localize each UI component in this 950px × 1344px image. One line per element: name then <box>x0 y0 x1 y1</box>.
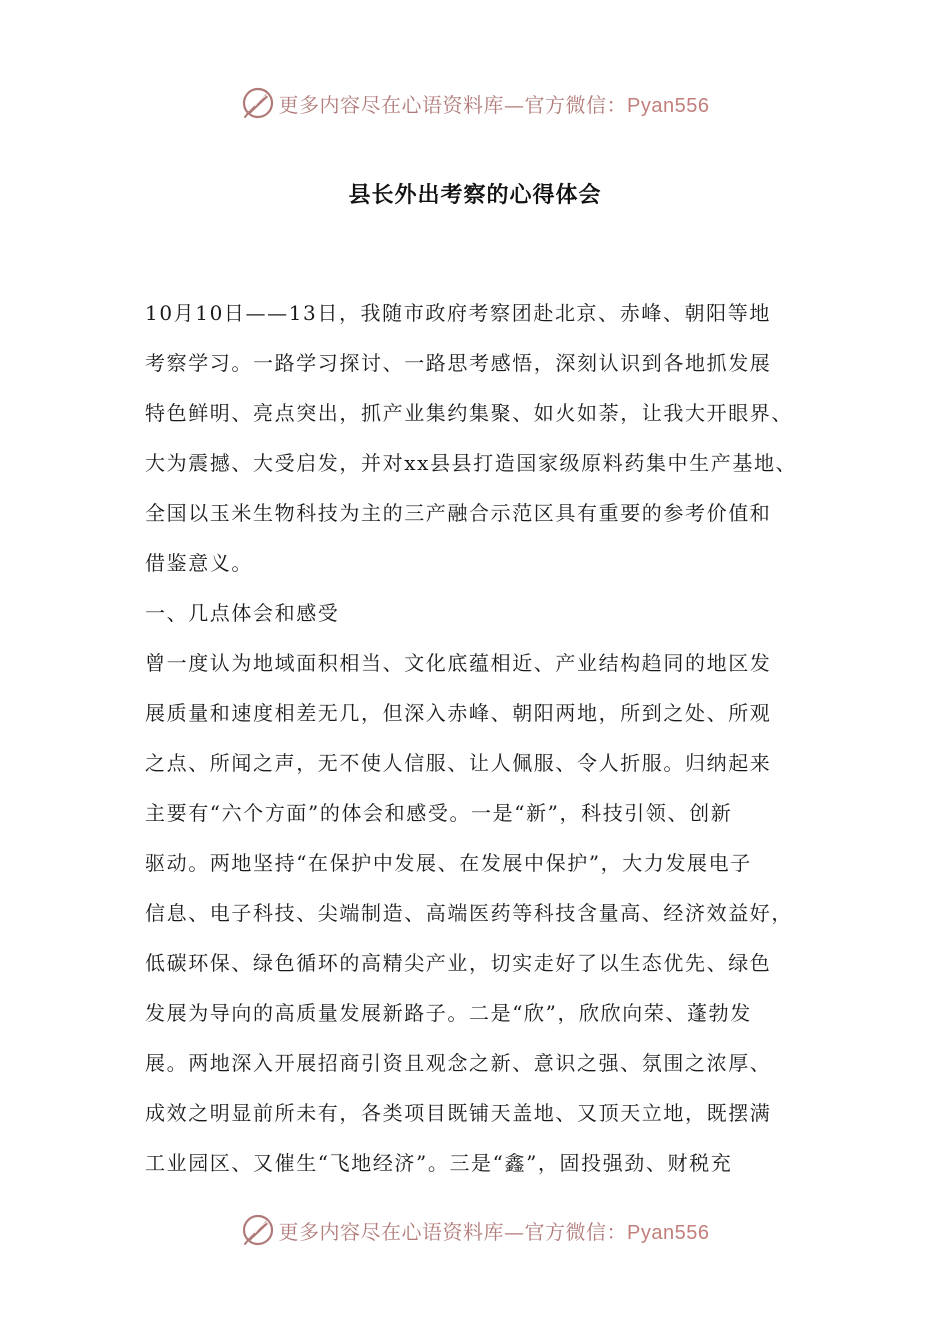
body-line: 发展为导向的高质量发展新路子。二是“欣”，欣欣向荣、蓬勃发 <box>145 1001 752 1025</box>
body-line: 展质量和速度相差无几，但深入赤峰、朝阳两地，所到之处、所观 <box>145 701 772 725</box>
body-line: 大为震撼、大受启发，并对xx县县打造国家级原料药集中生产基地、 <box>145 451 798 475</box>
body-line: 之点、所闻之声，无不使人信服、让人佩服、令人折服。归纳起来 <box>145 751 772 775</box>
footer-watermark-banner <box>0 1210 950 1250</box>
quill-pen-logo-icon <box>241 1213 275 1247</box>
body-line: 成效之明显前所未有，各类项目既铺天盖地、又顶天立地，既摆满 <box>145 1101 772 1125</box>
body-line: 低碳环保、绿色循环的高精尖产业，切实走好了以生态优先、绿色 <box>145 951 772 975</box>
body-line: 10月10日——13日，我随市政府考察团赴北京、赤峰、朝阳等地 <box>145 301 771 325</box>
body-line: 特色鲜明、亮点突出，抓产业集约集聚、如火如荼，让我大开眼界、 <box>145 401 793 425</box>
document-title: 县长外出考察的心得体会 <box>348 183 602 208</box>
document-body <box>145 288 815 1188</box>
body-line: 曾一度认为地域面积相当、文化底蕴相近、产业结构趋同的地区发 <box>145 651 772 675</box>
body-line: 全国以玉米生物科技为主的三产融合示范区具有重要的参考价值和 <box>145 501 772 525</box>
body-line: 信息、电子科技、尖端制造、高端医药等科技含量高、经济效益好， <box>145 901 793 925</box>
banner-wechat-handle: Pyan556 <box>627 1221 710 1244</box>
body-line: 借鉴意义。 <box>145 551 253 575</box>
body-line: 主要有“六个方面”的体会和感受。一是“新”，科技引领、创新 <box>145 801 733 825</box>
body-line: 驱动。两地坚持“在保护中发展、在发展中保护”，大力发展电子 <box>145 851 752 875</box>
body-line: 工业园区、又催生“飞地经济”。三是“鑫”，固投强劲、财税充 <box>145 1151 733 1175</box>
banner-text: 更多内容尽在心语资料库—官方微信：Pyan556 <box>278 92 710 117</box>
body-line: 展。两地深入开展招商引资且观念之新、意识之强、氛围之浓厚、 <box>145 1051 772 1075</box>
body-line: 考察学习。一路学习探讨、一路思考感悟，深刻认识到各地抓发展 <box>145 351 772 375</box>
banner-text: 更多内容尽在心语资料库—官方微信：Pyan556 <box>278 1219 710 1244</box>
quill-pen-logo-icon <box>241 86 275 120</box>
section-heading: 一、几点体会和感受 <box>145 601 340 625</box>
banner-wechat-handle: Pyan556 <box>627 94 710 117</box>
header-watermark-banner <box>0 83 950 123</box>
